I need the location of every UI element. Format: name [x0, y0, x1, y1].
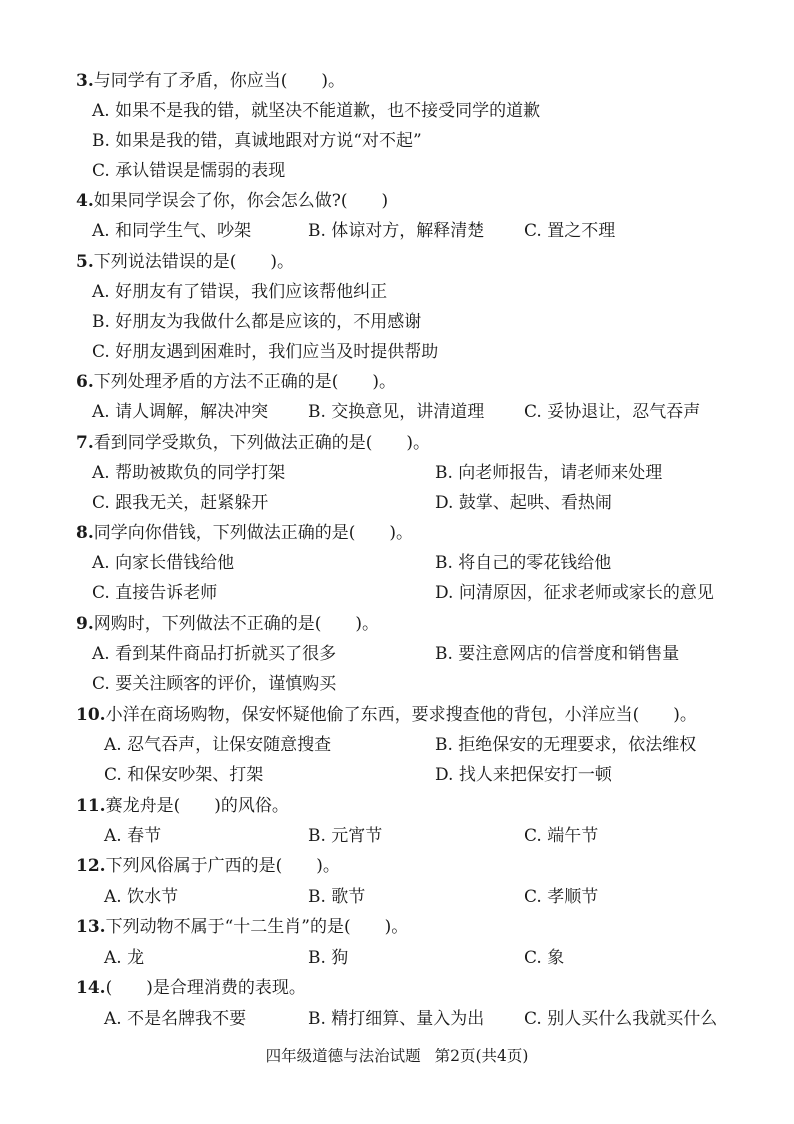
options-row — [0, 397, 794, 427]
question-number: 11. — [76, 796, 106, 816]
question-number: 3. — [76, 71, 94, 91]
question-stem: 看到同学受欺负，下列做法正确的是( )。 — [93, 433, 431, 453]
question-number: 9. — [76, 614, 94, 634]
option-c: C. 置之不理 — [524, 221, 616, 241]
option-c: C. 跟我无关，赶紧躲开 — [92, 493, 269, 513]
options-row — [0, 307, 794, 337]
question-4 — [0, 186, 794, 216]
option-a: A. 春节 — [104, 826, 162, 846]
option-c: C. 孝顺节 — [524, 887, 599, 907]
question-11 — [0, 791, 794, 821]
option-d: D. 鼓掌、起哄、看热闹 — [435, 493, 612, 513]
option-a: A. 如果不是我的错，就坚决不能道歉，也不接受同学的道歉 — [92, 101, 541, 121]
options-row — [0, 1004, 794, 1034]
option-a: A. 和同学生气、吵架 — [92, 221, 252, 241]
option-a: A. 看到某件商品打折就买了很多 — [92, 644, 337, 664]
option-a: A. 向家长借钱给他 — [92, 553, 235, 573]
options-row — [0, 730, 794, 760]
question-5 — [0, 247, 794, 277]
page-footer — [0, 1044, 794, 1068]
option-b: B. 交换意见，讲清道理 — [308, 402, 485, 422]
page-number: 第2页(共4页) — [434, 1047, 529, 1065]
option-b: B. 将自己的零花钱给他 — [435, 553, 612, 573]
question-number: 7. — [76, 433, 94, 453]
option-c: C. 和保安吵架、打架 — [104, 765, 264, 785]
question-number: 10. — [76, 705, 106, 725]
question-stem: 赛龙舟是( )的风俗。 — [105, 796, 289, 816]
option-b: B. 向老师报告，请老师来处理 — [435, 463, 663, 483]
options-row — [0, 458, 794, 488]
option-c: C. 要关注顾客的评价，谨慎购买 — [92, 674, 337, 694]
options-row — [0, 882, 794, 912]
options-row — [0, 337, 794, 367]
question-stem: 下列处理矛盾的方法不正确的是( )。 — [93, 372, 397, 392]
question-9 — [0, 609, 794, 639]
option-a: A. 龙 — [104, 948, 145, 968]
options-row — [0, 943, 794, 973]
options-row — [0, 639, 794, 669]
question-stem: 下列风俗属于广西的是( )。 — [105, 856, 340, 876]
options-row — [0, 578, 794, 608]
option-c: C. 承认错误是懦弱的表现 — [92, 161, 286, 181]
option-b: B. 要注意网店的信誉度和销售量 — [435, 644, 680, 664]
question-6 — [0, 367, 794, 397]
option-b: B. 好朋友为我做什么都是应该的，不用感谢 — [92, 312, 422, 332]
option-b: B. 元宵节 — [308, 826, 383, 846]
option-a: A. 忍气吞声，让保安随意搜查 — [104, 735, 332, 755]
options-row — [0, 821, 794, 851]
option-c: C. 好朋友遇到困难时，我们应当及时提供帮助 — [92, 342, 439, 362]
question-stem: 下列动物不属于“十二生肖”的是( )。 — [105, 917, 409, 937]
option-c: C. 象 — [524, 948, 565, 968]
options-row — [0, 96, 794, 126]
option-b: B. 精打细算、量入为出 — [308, 1009, 485, 1029]
question-number: 6. — [76, 372, 94, 392]
option-a: A. 帮助被欺负的同学打架 — [92, 463, 286, 483]
question-number: 4. — [76, 191, 94, 211]
option-c: C. 妥协退让，忍气吞声 — [524, 402, 701, 422]
option-a: A. 请人调解，解决冲突 — [92, 402, 269, 422]
question-stem: 网购时，下列做法不正确的是( )。 — [93, 614, 380, 634]
question-3 — [0, 66, 794, 96]
question-13 — [0, 912, 794, 942]
option-b: B. 拒绝保安的无理要求，依法维权 — [435, 735, 697, 755]
options-row — [0, 216, 794, 246]
options-row — [0, 669, 794, 699]
option-a: A. 好朋友有了错误，我们应该帮他纠正 — [92, 282, 388, 302]
question-10 — [0, 700, 794, 730]
option-b: B. 如果是我的错，真诚地跟对方说“对不起” — [92, 131, 422, 151]
exam-title: 四年级道德与法治试题 — [265, 1047, 421, 1065]
option-c: C. 端午节 — [524, 826, 599, 846]
options-row — [0, 156, 794, 186]
question-stem: 下列说法错误的是( )。 — [93, 252, 295, 272]
question-number: 8. — [76, 523, 94, 543]
question-stem: ( )是合理消费的表现。 — [105, 978, 306, 998]
question-stem: 如果同学误会了你，你会怎么做?( ) — [93, 191, 389, 211]
options-row — [0, 760, 794, 790]
question-8 — [0, 518, 794, 548]
option-b: B. 狗 — [308, 948, 349, 968]
option-a: A. 不是名牌我不要 — [104, 1009, 247, 1029]
option-d: D. 问清原因，征求老师或家长的意见 — [435, 583, 714, 603]
options-row — [0, 488, 794, 518]
options-row — [0, 548, 794, 578]
question-7 — [0, 428, 794, 458]
question-14 — [0, 973, 794, 1003]
question-number: 13. — [76, 917, 106, 937]
question-stem: 同学向你借钱，下列做法正确的是( )。 — [93, 523, 414, 543]
question-stem: 小洋在商场购物，保安怀疑他偷了东西，要求搜查他的背包，小洋应当( )。 — [105, 705, 697, 725]
options-row — [0, 277, 794, 307]
question-number: 12. — [76, 856, 106, 876]
option-c: C. 直接告诉老师 — [92, 583, 218, 603]
option-b: B. 体谅对方，解释清楚 — [308, 221, 485, 241]
question-number: 5. — [76, 252, 94, 272]
question-12 — [0, 851, 794, 881]
question-number: 14. — [76, 978, 106, 998]
options-row — [0, 126, 794, 156]
question-stem: 与同学有了矛盾，你应当( )。 — [93, 71, 346, 91]
option-d: D. 找人来把保安打一顿 — [435, 765, 612, 785]
option-b: B. 歌节 — [308, 887, 366, 907]
option-c: C. 别人买什么我就买什么 — [524, 1009, 718, 1029]
option-a: A. 饮水节 — [104, 887, 179, 907]
